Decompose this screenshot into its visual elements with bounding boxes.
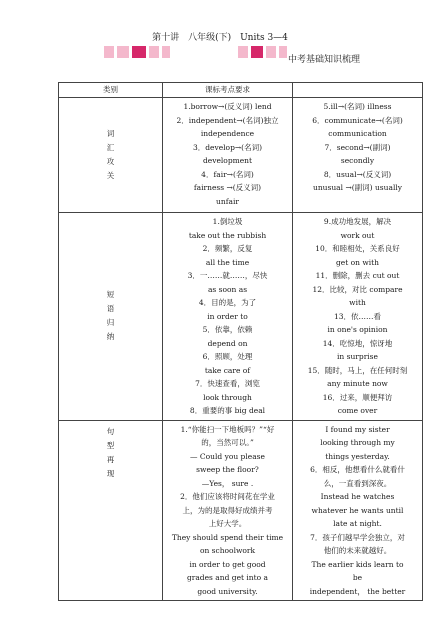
text-line: on schoolwork [199, 546, 256, 555]
right-cell [293, 213, 423, 421]
decorative-bar-right [238, 46, 290, 58]
text-line: 13．依……看 [333, 311, 382, 321]
text-line: fairness →(反义词) [193, 183, 262, 192]
text-line: — Could you please [190, 451, 265, 461]
text-line: 他们的未来就越好。 [323, 546, 392, 555]
text-line: Instead he watches [320, 492, 395, 501]
text-line: 的，当然可以。” [201, 438, 254, 447]
text-line: any minute now [327, 379, 388, 388]
deco-block [238, 46, 248, 58]
text-line: in one's opinion [327, 325, 388, 334]
text-line: looking through my [320, 438, 395, 447]
category-char: 型 [106, 440, 115, 450]
text-line: unusual →(副词) usually [313, 183, 402, 192]
deco-block [149, 46, 159, 58]
knowledge-table [58, 82, 423, 601]
text-line: 1.“你能扫一下地板吗？”“好 [180, 424, 275, 434]
text-line: —Yes， sure . [201, 478, 254, 488]
text-line: communication [328, 129, 387, 138]
text-line: depend on [207, 338, 248, 348]
table-row-vocabulary [59, 98, 423, 213]
text-line: in surprise [337, 352, 378, 361]
text-line: 5．依靠，依赖 [202, 325, 253, 334]
text-line: 14．吃惊地，惊讶地 [322, 338, 393, 348]
text-line: 16．过来，顺便拜访 [322, 392, 393, 402]
category-char: 归 [106, 318, 115, 328]
decorative-bar-left [104, 46, 173, 58]
text-line: grades and get into a [186, 573, 269, 582]
text-line: work out [340, 230, 375, 240]
text-line: 5.ill→(名词) illness [323, 102, 392, 111]
text-line: 2．他们应该将时间花在学业 [180, 492, 275, 501]
text-line: get on with [335, 257, 380, 267]
category-cell [59, 213, 163, 421]
text-line: 上好大学。 [208, 519, 247, 528]
text-line: 3．develop→(名词) [192, 142, 263, 152]
text-line: with [349, 298, 366, 307]
right-cell [293, 98, 423, 213]
text-line: 7．快速查看，浏览 [195, 379, 260, 388]
left-cell [163, 213, 293, 421]
text-line: 2．independent→(名词)独立 [176, 115, 279, 125]
text-line: 3．一……就……，尽快 [187, 271, 268, 280]
deco-block [266, 46, 276, 58]
text-line: 上，为的是取得好成绩并考 [182, 505, 273, 515]
text-line: 6．照顾，处理 [202, 352, 253, 361]
header-requirements: 课标考点要求 [163, 83, 293, 98]
category-char: 汇 [106, 143, 115, 152]
header-blank [293, 83, 423, 98]
category-char: 语 [106, 304, 115, 314]
category-char: 关 [106, 171, 115, 180]
text-line: late at night. [333, 519, 382, 528]
text-line: independent， the better [309, 586, 406, 596]
text-line: 4．fair→(名词) [201, 169, 254, 179]
category-char: 短 [106, 290, 115, 300]
text-line: take care of [204, 365, 251, 375]
text-line: 么，一直看到深夜。 [323, 478, 392, 488]
text-line: good university. [197, 586, 258, 596]
category-char: 词 [106, 129, 115, 138]
text-line: 1.倒垃圾 [212, 217, 243, 226]
deco-block [279, 46, 287, 58]
text-line: I found my sister [325, 424, 390, 434]
section-subtitle: 中考基础知识梳理 [288, 55, 361, 65]
category-cell [59, 420, 163, 601]
text-line: 12．比较，对比 compare [312, 284, 403, 294]
text-line: things yesterday. [325, 451, 390, 461]
text-line: sweep the floor? [196, 465, 259, 474]
text-line: 10．和睦相处，关系良好 [315, 244, 400, 253]
category-char: 句 [106, 426, 115, 436]
header-category: 类别 [59, 83, 163, 98]
text-line: The earlier kids learn to [311, 559, 404, 569]
text-line: be [352, 573, 363, 582]
text-line: development [202, 156, 253, 165]
deco-block [117, 46, 129, 58]
text-line: 4．目的是，为了 [198, 298, 257, 307]
text-line: 9.成功地发展，解决 [323, 217, 392, 226]
deco-block [162, 46, 170, 58]
text-line: 11．删除，删去 cut out [315, 271, 400, 280]
text-line: unfair [216, 196, 239, 206]
text-line: secondly [340, 156, 375, 165]
text-line: come over [337, 406, 378, 415]
table-row-sentences [59, 420, 423, 601]
text-line: 7．孩子们越早学会独立，对 [310, 532, 405, 542]
text-line: whatever he wants until [311, 505, 404, 515]
category-char: 现 [106, 468, 115, 478]
text-line: in order to get good [189, 559, 266, 569]
text-line: 2．频繁，反复 [202, 244, 253, 253]
category-cell [59, 98, 163, 213]
right-cell [293, 420, 423, 601]
text-line: 15．随时，马上，在任何时刻 [307, 365, 408, 375]
table-header-row [59, 83, 423, 98]
text-line: look through [203, 392, 252, 402]
text-line: 6．相反，他想看什么就看什 [310, 465, 405, 474]
text-line: 1.borrow→(反义词) lend [183, 102, 272, 111]
table-row-phrases [59, 213, 423, 421]
page-title: 第十讲 八年级(下) Units 3—4 [152, 33, 288, 43]
text-line: as soon as [207, 284, 248, 294]
text-line: independence [200, 129, 255, 138]
text-line: in order to [207, 311, 248, 321]
category-char: 纳 [106, 332, 115, 342]
text-line: take out the rubbish [188, 230, 267, 240]
text-line: They should spend their time [171, 532, 284, 542]
left-cell [163, 98, 293, 213]
category-char: 再 [106, 454, 115, 464]
text-line: 6．communicate→(名词) [312, 115, 403, 125]
text-line: 8．usual→(反义词) [323, 169, 392, 179]
text-line: 7．second→(副词) [324, 142, 391, 152]
left-cell [163, 420, 293, 601]
deco-block [132, 46, 146, 58]
text-line: 8．重要的事 big deal [189, 406, 266, 415]
deco-block [104, 46, 114, 58]
deco-block [251, 46, 263, 58]
category-char: 攻 [106, 157, 115, 166]
text-line: all the time [205, 257, 250, 267]
